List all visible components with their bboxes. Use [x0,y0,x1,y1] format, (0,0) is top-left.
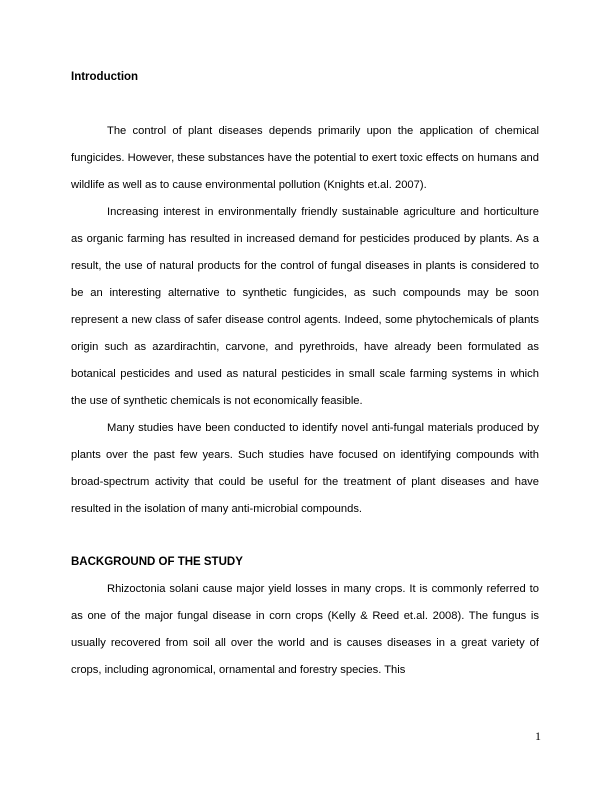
section-heading-background: BACKGROUND OF THE STUDY [71,556,243,568]
paragraph: Rhizoctonia solani cause major yield losses in many crops. It is commonly referred to as one of the major fungal disease in corn crops (Kelly & Reed et.al. 2008). The fungus is usually recovered from soil all over the world and is causes diseases in a great variety of crops, including agronomical, ornamental and forestry species. This [71,583,539,676]
paragraph: The control of plant diseases depends primarily upon the application of chemical fungicides. However, these substances have the potential to exert toxic effects on humans and wildlife as well as to cause environmental pollution (Knights et.al. 2007). [71,125,539,191]
paragraph: Increasing interest in environmentally friendly sustainable agriculture and horticulture as organic farming has resulted in increased demand for pesticides produced by plants. As a result, the use of natural products for the control of fungal diseases in plants is considered to be an interesting alternative to synthetic fungicides, as such compounds may be soon represent a new class of safer disease control agents. Indeed, some phytochemicals of plants origin such as azardirachtin, carvone, and pyrethroids, have already been formulated as botanical pesticides and used as natural pesticides in small scale farming systems in which the use of synthetic chemicals is not economically feasible. [71,206,539,407]
paragraph: Many studies have been conducted to identify novel anti-fungal materials produced by plants over the past few years. Such studies have focused on identifying compounds with broad-spectrum activity that could be useful for the treatment of plant diseases and have resulted in the isolation of many anti-microbial compounds. [71,422,539,515]
document-page [71,62,539,684]
page-number: 1 [535,729,541,743]
section-heading-introduction: Introduction [71,71,139,83]
